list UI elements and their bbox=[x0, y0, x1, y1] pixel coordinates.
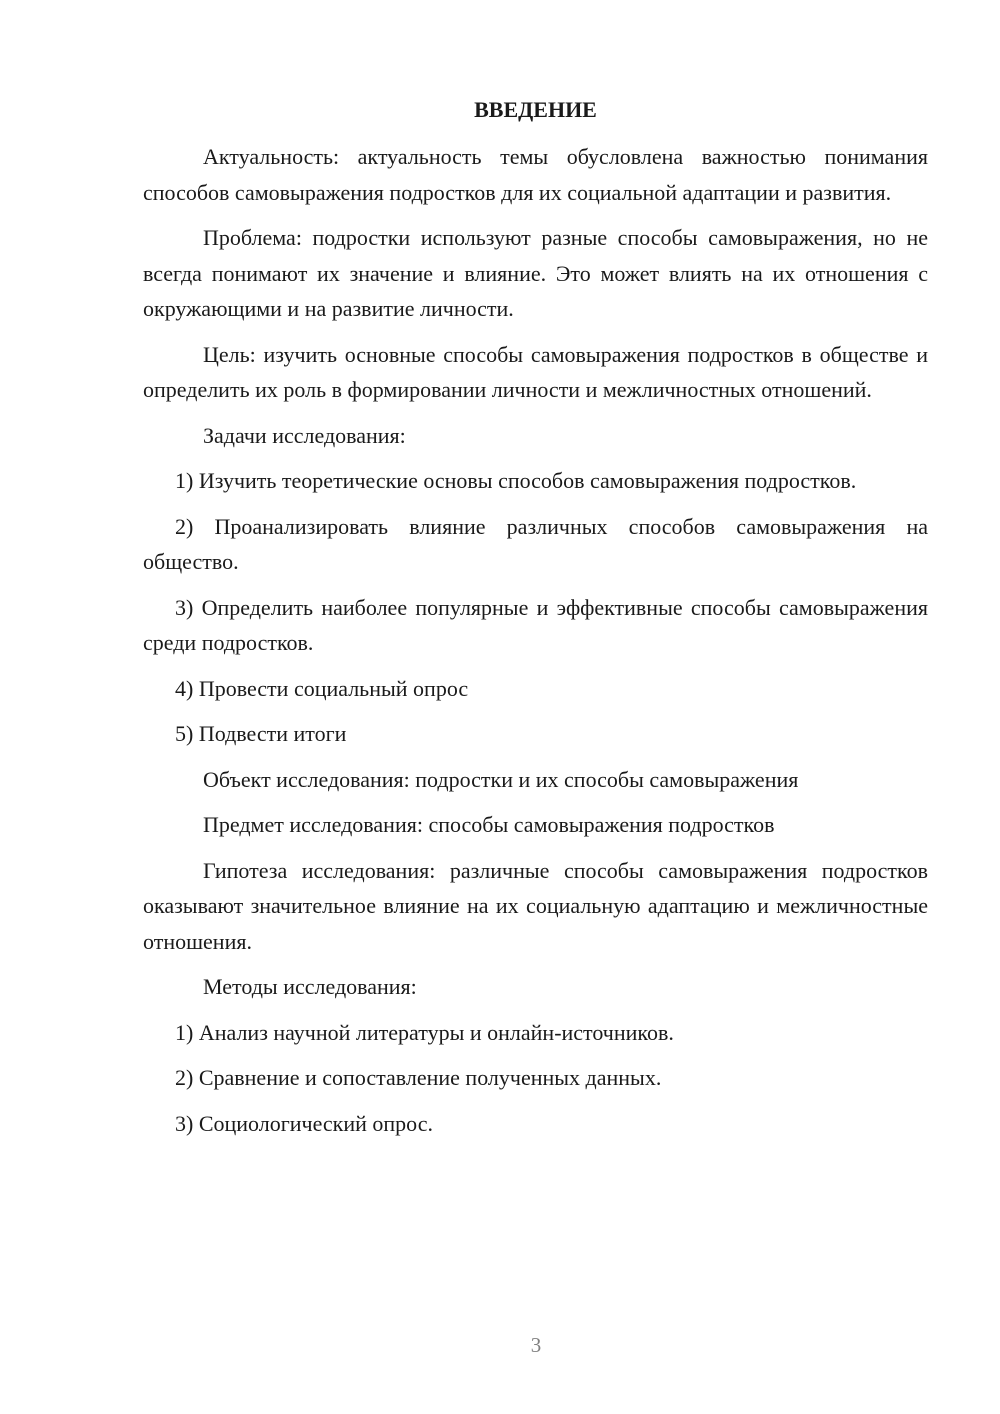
page-title: ВВЕДЕНИЕ bbox=[474, 97, 597, 122]
page-number: 3 bbox=[530, 1333, 542, 1357]
method-item-2: 2) Сравнение и сопоставление полученных данных. bbox=[175, 1065, 662, 1090]
research-object: Объект исследования: подростки и их способы самовыражения bbox=[203, 766, 799, 792]
method-item-1: 1) Анализ научной литературы и онлайн-источников. bbox=[175, 1019, 674, 1045]
goal-paragraph: Цель: изучить основные способы самовыражения подростков в обществе и определить их роль в формировании личности и межличностных отношений. bbox=[143, 341, 928, 402]
document-body bbox=[143, 95, 928, 1151]
method-item-3: 3) Социологический опрос. bbox=[175, 1110, 433, 1136]
task-item-3: 3) Определить наиболее популярные и эффективные способы самовыражения среди подростков. bbox=[143, 594, 928, 655]
relevance-paragraph: Актуальность: актуальность темы обусловлена важностью понимания способов самовыражения подростков для их социальной адаптации и развития. bbox=[143, 144, 928, 205]
task-item-4: 4) Провести социальный опрос bbox=[175, 675, 469, 701]
problem-paragraph: Проблема: подростки используют разные способы самовыражения, но не всегда понимают их значение и влияние. Это может влиять на их отношения с окружающими и на развитие личности. bbox=[143, 225, 928, 321]
task-item-5: 5) Подвести итоги bbox=[175, 721, 347, 746]
research-subject: Предмет исследования: способы самовыражения подростков bbox=[203, 812, 775, 837]
methods-heading: Методы исследования: bbox=[203, 974, 417, 999]
task-item-2: 2) Проанализировать влияние различных способов самовыражения на общество. bbox=[143, 513, 928, 574]
tasks-heading: Задачи исследования: bbox=[203, 422, 406, 448]
hypothesis-paragraph: Гипотеза исследования: различные способы самовыражения подростков оказывают значительное влияние на их социальную адаптацию и межличностные отношения. bbox=[143, 857, 928, 954]
task-item-1: 1) Изучить теоретические основы способов самовыражения подростков. bbox=[175, 468, 857, 493]
